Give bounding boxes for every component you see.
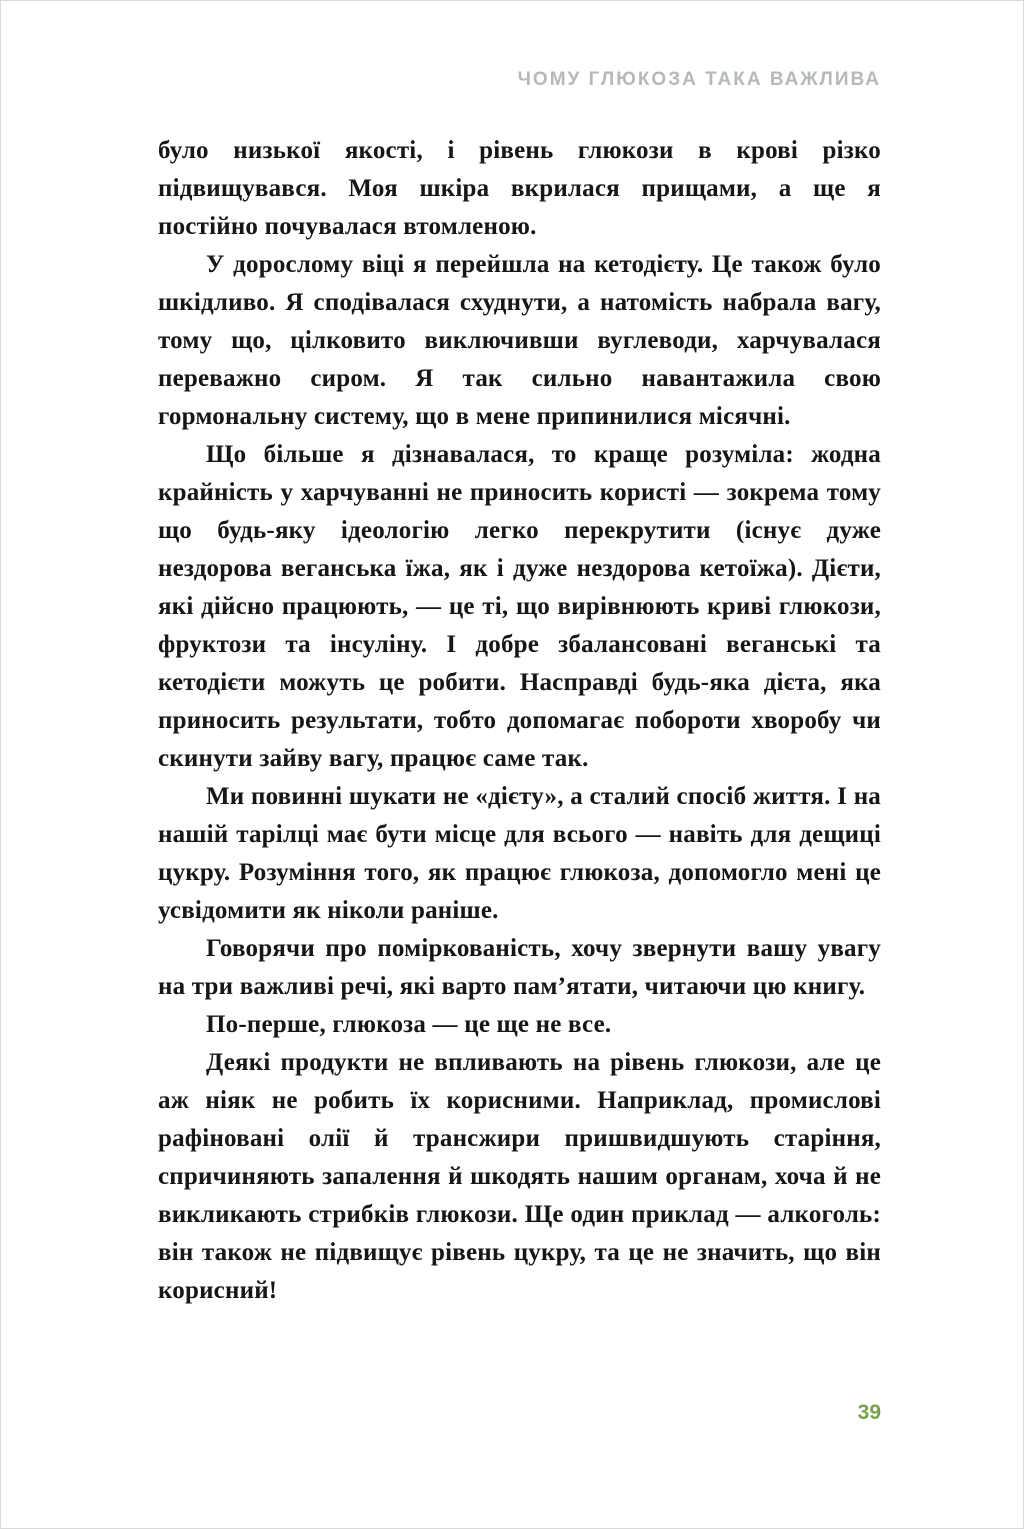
- running-header-title: ЧОМУ ГЛЮКОЗА ТАКА ВАЖЛИВА: [517, 69, 881, 90]
- paragraph: По-перше, глюкоза — це ще не все.: [206, 1011, 612, 1038]
- paragraph: Деякі продукти не впливають на рівень глюкози, але це аж ніяк не робить їх корисними. Наприклад, промислові рафіновані олії й трансжири пришвидшують старіння, спричиняють запалення й шкодять нашим органам, хоча й не викликають стрибків глюкози. Ще один приклад — алкоголь: він також не підвищує рівень цукру, та це не значить, що він корисний!: [158, 1049, 881, 1304]
- paragraph: Ми повинні шукати не «дієту», а сталий спосіб життя. І на нашій тарілці має бути місце для всього — навіть для дещиці цукру. Розуміння того, як працює глюкоза, допомогло мені це усвідомити як ніколи раніше.: [158, 783, 881, 924]
- paragraph: Що більше я дізнавалася, то краще розуміла: жодна крайність у харчуванні не приносить користі — зокрема тому що будь-яку ідеологію легко перекрутити (існує дуже нездорова веганська їжа, як і дуже нездорова кетоїжа). Дієти, які дійсно працюють, — це ті, що вирівнюють криві глюкози, фруктози та інсуліну. І добре збалансовані веганські та кетодієти можуть це робити. Насправді будь-яка дієта, яка приносить результати, тобто допомагає побороти хворобу чи скинути зайву вагу, працює саме так.: [158, 441, 881, 772]
- paragraph: У дорослому віці я перейшла на кетодієту. Це також було шкідливо. Я сподівалася схуднути, а натомість набрала вагу, тому що, цілковито виключивши вуглеводи, харчувалася переважно сиром. Я так сильно навантажила свою гормональну систему, що в мене припинилися місячні.: [158, 251, 881, 430]
- paragraph: було низької якості, і рівень глюкози в крові різко підвищувався. Моя шкіра вкрилася прищами, а ще я постійно почувалася втомленою.: [158, 137, 881, 240]
- paragraph: Говорячи про поміркованість, хочу звернути вашу увагу на три важливі речі, які варто пам’ятати, читаючи цю книгу.: [158, 935, 881, 1000]
- page-number: 39: [857, 1401, 881, 1424]
- page-body: [158, 132, 881, 1310]
